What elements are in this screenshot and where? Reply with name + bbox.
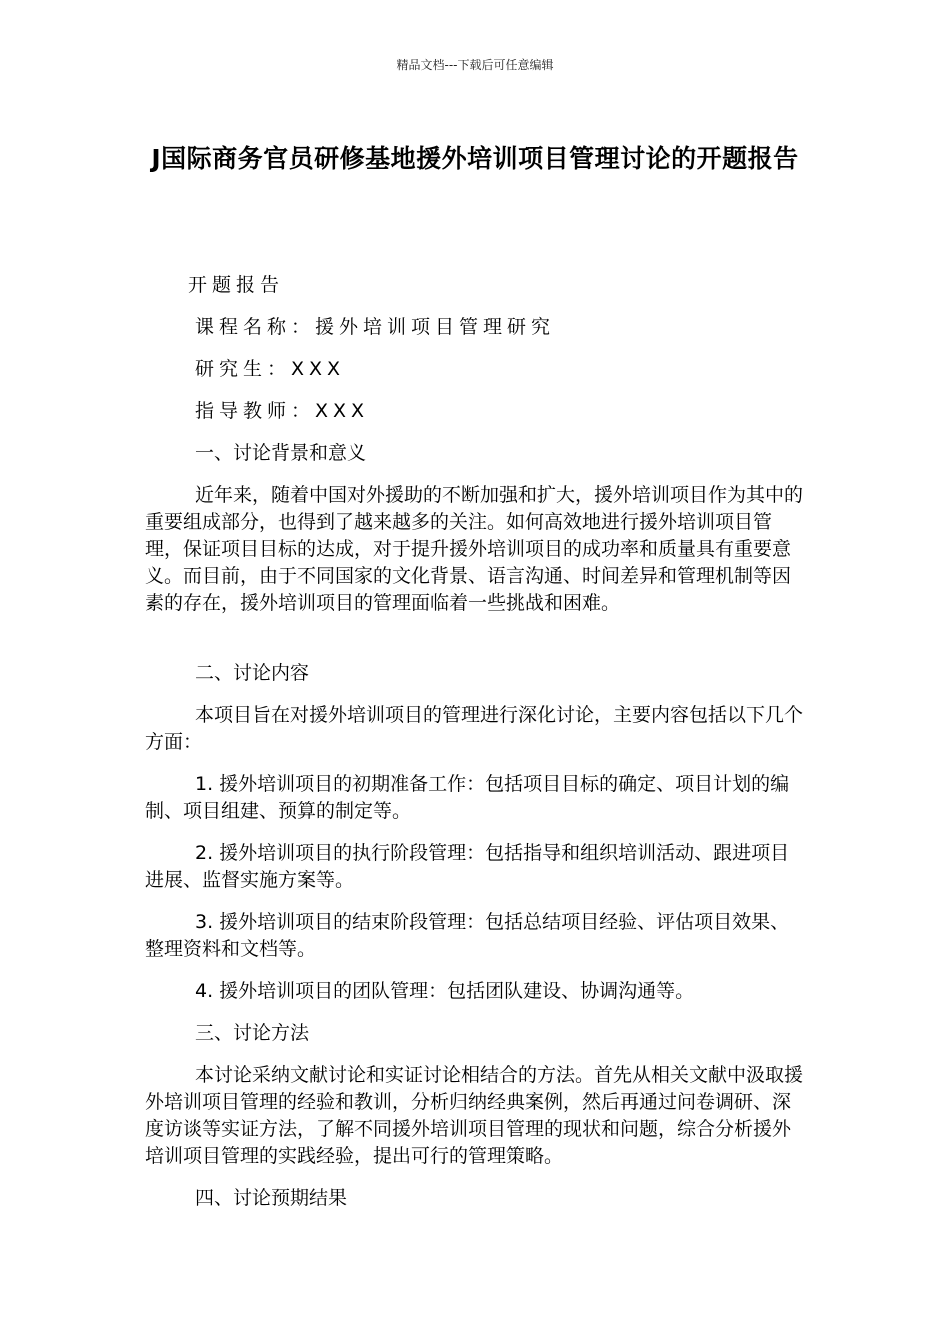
document-title: J国际商务官员研修基地援外培训项目管理讨论的开题报告 bbox=[151, 144, 799, 173]
student-name: 研究生：XXX bbox=[195, 358, 346, 380]
advisor-name: 指导教师：XXX bbox=[195, 400, 370, 422]
section-heading-method: 三、讨论方法 bbox=[195, 1022, 310, 1044]
paragraph-background: 近年来，随着中国对外援助的不断加强和扩大，援外培训项目作为其中的重要组成部分，也得到了越来越多的关注。如何高效地进行援外培训项目管理，保证项目目标的达成，对于提升援外培训项目的成功率和质量具有重要意义。而目前，由于不同国家的文化背景、语言沟通、时间差异和管理机制等因素的存在，援外培训项目的管理面临着一些挑战和困难。 bbox=[145, 484, 804, 614]
header-note: 精品文档---下载后可任意编辑 bbox=[396, 58, 554, 72]
section-heading-background: 一、讨论背景和意义 bbox=[195, 442, 367, 464]
list-item-1: 1. 援外培训项目的初期准备工作：包括项目目标的确定、项目计划的编制、项目组建、预算的制定等。 bbox=[145, 773, 790, 822]
paragraph-method: 本讨论采纳文献讨论和实证讨论相结合的方法。首先从相关文献中汲取援外培训项目管理的经验和教训，分析归纳经典案例，然后再通过问卷调研、深度访谈等实证方法，了解不同援外培训项目管理的现状和问题，综合分析援外培训项目管理的实践经验，提出可行的管理策略。 bbox=[145, 1064, 804, 1167]
section-heading-results: 四、讨论预期结果 bbox=[195, 1187, 348, 1209]
list-item-3: 3. 援外培训项目的结束阶段管理：包括总结项目经验、评估项目效果、整理资料和文档等。 bbox=[145, 911, 790, 960]
section-heading-content: 二、讨论内容 bbox=[195, 662, 310, 684]
list-item-2: 2. 援外培训项目的执行阶段管理：包括指导和组织培训活动、跟进项目进展、监督实施方案等。 bbox=[145, 842, 790, 891]
course-name: 课程名称：援外培训项目管理研究 bbox=[195, 316, 556, 338]
paragraph-content-intro: 本项目旨在对援外培训项目的管理进行深化讨论，主要内容包括以下几个方面： bbox=[145, 704, 804, 753]
list-item-4: 4. 援外培训项目的团队管理：包括团队建设、协调沟通等。 bbox=[195, 980, 695, 1002]
report-label: 开题报告 bbox=[188, 274, 285, 296]
